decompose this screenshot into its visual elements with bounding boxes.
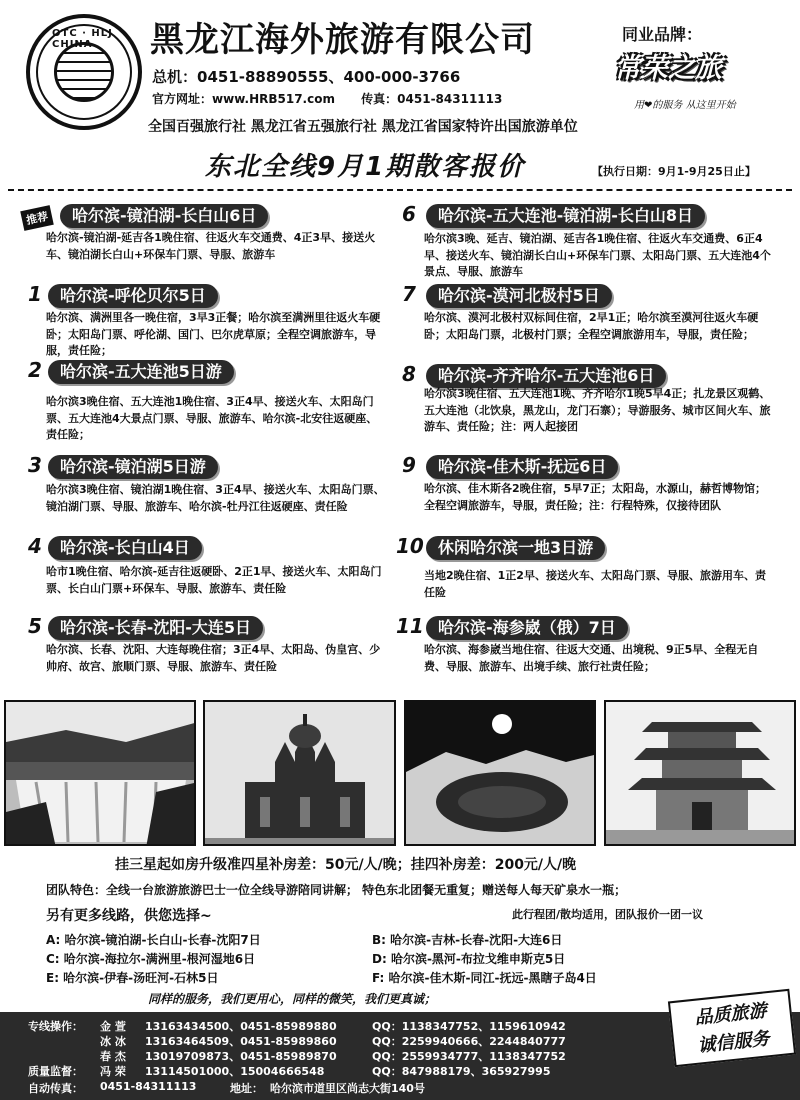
qc-qq: QQ：847988179、365927995 bbox=[372, 1065, 551, 1078]
route-number: 4 bbox=[28, 534, 42, 558]
globe-icon bbox=[54, 42, 114, 102]
staff-phone: 13163464509、0451-85989860 bbox=[145, 1035, 337, 1048]
route-desc: 哈尔滨3晚、延吉、镜泊湖、延吉各1晚住宿、往返火车交通费、6正4早、接送火车、镜泊湖长白山+环保车门票、太阳岛门票、五大连池4个景点、导服、旅游车 bbox=[424, 232, 771, 278]
option-item: D: 哈尔滨-黑河-布拉戈维申斯克5日 bbox=[372, 952, 566, 966]
route-title: 哈尔滨-齐齐哈尔-五大连池6日 bbox=[426, 364, 666, 388]
route-desc: 哈尔滨、佳木斯各2晚住宿，5早7正；太阳岛，水源山，赫哲博物馆；全程空调旅游车，导服，责任险；注：行程特殊，仅接待团队 bbox=[424, 482, 766, 512]
cathedral-photo bbox=[203, 700, 396, 846]
web-fax-line bbox=[152, 90, 502, 107]
more-routes-heading: 另有更多线路，供您选择~ bbox=[46, 908, 212, 924]
route-desc: 哈尔滨、海参崴当地住宿、往返大交通、出境税、9正5早、全程无自费、导服、旅游车、出境手续、旅行社责任险； bbox=[424, 643, 759, 673]
route-desc: 哈尔滨、漠河北极村双标间住宿，2早1正；哈尔滨至漠河往返火车硬卧；太阳岛门票，北极村门票；全程空调旅游用车，导服，责任险； bbox=[424, 311, 759, 341]
staff-phone: 13019709873、0451-85989870 bbox=[145, 1050, 337, 1063]
ops-label: 专线操作： bbox=[28, 1020, 83, 1033]
route-title: 哈尔滨-长白山4日 bbox=[48, 536, 202, 560]
qc-phone: 13114501000、15004666548 bbox=[145, 1065, 325, 1078]
route-desc: 哈市1晚住宿、哈尔滨-延吉往返硬卧、2正1早、接送火车、太阳岛门票、长白山门票+环保车、导服、旅游车、责任险 bbox=[46, 565, 382, 595]
staff-qq: QQ：1138347752、1159610942 bbox=[372, 1020, 566, 1033]
staff-name: 冰 冰 bbox=[100, 1035, 126, 1048]
route-title: 哈尔滨-五大连池5日游 bbox=[48, 360, 234, 384]
staff-qq: QQ：2259940666、2244840777 bbox=[372, 1035, 566, 1048]
route-title: 休闲哈尔滨一地3日游 bbox=[426, 536, 605, 560]
stamp-line-2: 诚信服务 bbox=[696, 1028, 771, 1057]
qc-name: 冯 荣 bbox=[100, 1065, 126, 1078]
route-desc: 哈尔滨3晚住宿、镜泊湖1晚住宿、3正4早、接送火车、太阳岛门票、镜泊湖门票、导服、旅游车、哈尔滨-牡丹江往返硬座、责任险 bbox=[46, 483, 385, 513]
autofax-number: 0451-84311113 bbox=[100, 1080, 197, 1093]
staff-name: 春 杰 bbox=[100, 1050, 126, 1063]
slogan-part-a: 用 bbox=[634, 100, 644, 111]
cathedral-image bbox=[205, 702, 396, 846]
route-desc: 当地2晚住宿、1正2早、接送火车、太阳岛门票、导服、旅游用车、责任险 bbox=[424, 569, 766, 599]
qc-label: 质量监督： bbox=[28, 1065, 83, 1078]
waterfall-photo bbox=[4, 700, 196, 846]
lake-photo bbox=[404, 700, 596, 846]
brand-label: 同业品牌： bbox=[622, 25, 703, 44]
route-title: 哈尔滨-五大连池-镜泊湖-长白山8日 bbox=[426, 204, 705, 228]
divider bbox=[8, 189, 792, 191]
route-number: 3 bbox=[28, 453, 42, 477]
route-number: 1 bbox=[28, 282, 42, 306]
option-item: B: 哈尔滨-吉林-长春-沈阳-大连6日 bbox=[372, 933, 563, 947]
slogan-part-b: 的服务 从这里开始 bbox=[652, 100, 736, 111]
option-item: E: 哈尔滨-伊春-汤旺河-石林5日 bbox=[46, 971, 219, 985]
website-label: 官方网址： bbox=[152, 92, 213, 106]
route-number: 2 bbox=[28, 358, 42, 382]
phone-number: 0451-88890555、400-000-3766 bbox=[197, 68, 461, 86]
route-title: 哈尔滨-海参崴（俄）7日 bbox=[426, 616, 628, 640]
fax-number: 0451-84311113 bbox=[397, 92, 503, 106]
route-title: 哈尔滨-呼伦贝尔5日 bbox=[48, 284, 218, 308]
quality-stamp bbox=[668, 989, 796, 1067]
route-desc: 哈尔滨3晚住宿、五大连池1晚、齐齐哈尔1晚5早4正；扎龙景区观鹤、五大连池（北饮泉，黑龙山，龙门石寨）；导游服务、城市区间火车、旅游车、责任险；注：两人起接团 bbox=[424, 387, 771, 433]
route-title: 哈尔滨-长春-沈阳-大连5日 bbox=[48, 616, 263, 640]
staff-name: 金 萱 bbox=[100, 1020, 126, 1033]
route-title: 哈尔滨-镜泊湖5日游 bbox=[48, 455, 218, 479]
route-number: 8 bbox=[402, 362, 416, 386]
autofax-label: 自动传真： bbox=[28, 1082, 83, 1095]
applicability-note: 此行程团/散均适用，团队报价一团一议 bbox=[512, 908, 704, 921]
honors: 全国百强旅行社 黑龙江省五强旅行社 黑龙江省国家特许出国旅游单位 bbox=[148, 119, 578, 135]
team-feature: 团队特色：全线一台旅游旅游巴士一位全线导游陪同讲解； 特色东北团餐无重复；赠送每人每天矿泉水一瓶； bbox=[46, 883, 627, 897]
route-number: 5 bbox=[28, 614, 42, 638]
brand-logo: 常荣之旅 bbox=[614, 53, 722, 84]
pavilion-photo bbox=[604, 700, 796, 846]
pavilion-image bbox=[606, 702, 796, 846]
brand-slogan bbox=[634, 96, 736, 111]
staff-qq: QQ：2559934777、1138347752 bbox=[372, 1050, 566, 1063]
phone-line bbox=[152, 66, 460, 87]
recommend-badge: 推荐 bbox=[20, 205, 54, 231]
page-title: 东北全线9月1期散客报价 bbox=[205, 152, 526, 182]
route-number: 7 bbox=[402, 282, 416, 306]
address: 哈尔滨市道里区尚志大街140号 bbox=[270, 1082, 425, 1095]
route-desc: 哈尔滨-镜泊湖-延吉各1晚住宿、往返火车交通费、4正3早、接送火车、镜泊湖长白山+环保车门票、导服、旅游车 bbox=[46, 231, 376, 261]
route-number: 11 bbox=[396, 614, 424, 638]
fax-label: 传真： bbox=[361, 92, 398, 106]
address-label: 地址： bbox=[230, 1082, 263, 1095]
upgrade-note: 挂三星起如房升级准四星补房差：50元/人/晚；挂四补房差：200元/人/晚 bbox=[115, 857, 577, 873]
execution-date: 【执行日期：9月1-9月25日止】 bbox=[592, 165, 756, 178]
route-title: 哈尔滨-漠河北极村5日 bbox=[426, 284, 612, 308]
route-number: 10 bbox=[396, 534, 424, 558]
route-title: 哈尔滨-佳木斯-抚远6日 bbox=[426, 455, 618, 479]
logo-text: OTC · HLJ CHINA bbox=[52, 28, 113, 50]
staff-phone: 13163434500、0451-85989880 bbox=[145, 1020, 337, 1033]
stamp-line-1: 品质旅游 bbox=[693, 1000, 768, 1029]
company-name: 黑龙江海外旅游有限公司 bbox=[150, 20, 535, 60]
heart-icon: ❤ bbox=[644, 100, 653, 111]
motto: 同样的服务，我们更用心，同样的微笑，我们更真诚； bbox=[148, 992, 437, 1006]
waterfall-image bbox=[6, 702, 196, 846]
option-item: A: 哈尔滨-镜泊湖-长白山-长春-沈阳7日 bbox=[46, 933, 261, 947]
website-link[interactable]: www.HRB517.com bbox=[212, 92, 335, 106]
tianchi-lake-image bbox=[406, 702, 596, 846]
phone-label: 总机： bbox=[152, 68, 198, 86]
route-desc: 哈尔滨、长春、沈阳、大连每晚住宿；3正4早、太阳岛、伪皇宫、少帅府、故宫、旅顺门票、导服、旅游车、责任险 bbox=[46, 643, 381, 673]
company-logo bbox=[26, 14, 142, 130]
route-desc: 哈尔滨3晚住宿、五大连池1晚住宿、3正4早、接送火车、太阳岛门票、五大连池4大景点门票、导服、旅游车、哈尔滨-北安往返硬座、责任险； bbox=[46, 395, 378, 441]
route-title: 哈尔滨-镜泊湖-长白山6日 bbox=[60, 204, 268, 228]
route-number: 9 bbox=[402, 453, 416, 477]
route-desc: 哈尔滨、满洲里各一晚住宿，3早3正餐；哈尔滨至满洲里往返火车硬卧；太阳岛门票、呼伦湖、国门、巴尔虎草原；全程空调旅游车，导服，责任险； bbox=[46, 311, 381, 357]
route-number: 6 bbox=[402, 202, 416, 226]
option-item: F: 哈尔滨-佳木斯-同江-抚远-黑瞎子岛4日 bbox=[372, 971, 597, 985]
option-item: C: 哈尔滨-海拉尔-满洲里-根河湿地6日 bbox=[46, 952, 256, 966]
